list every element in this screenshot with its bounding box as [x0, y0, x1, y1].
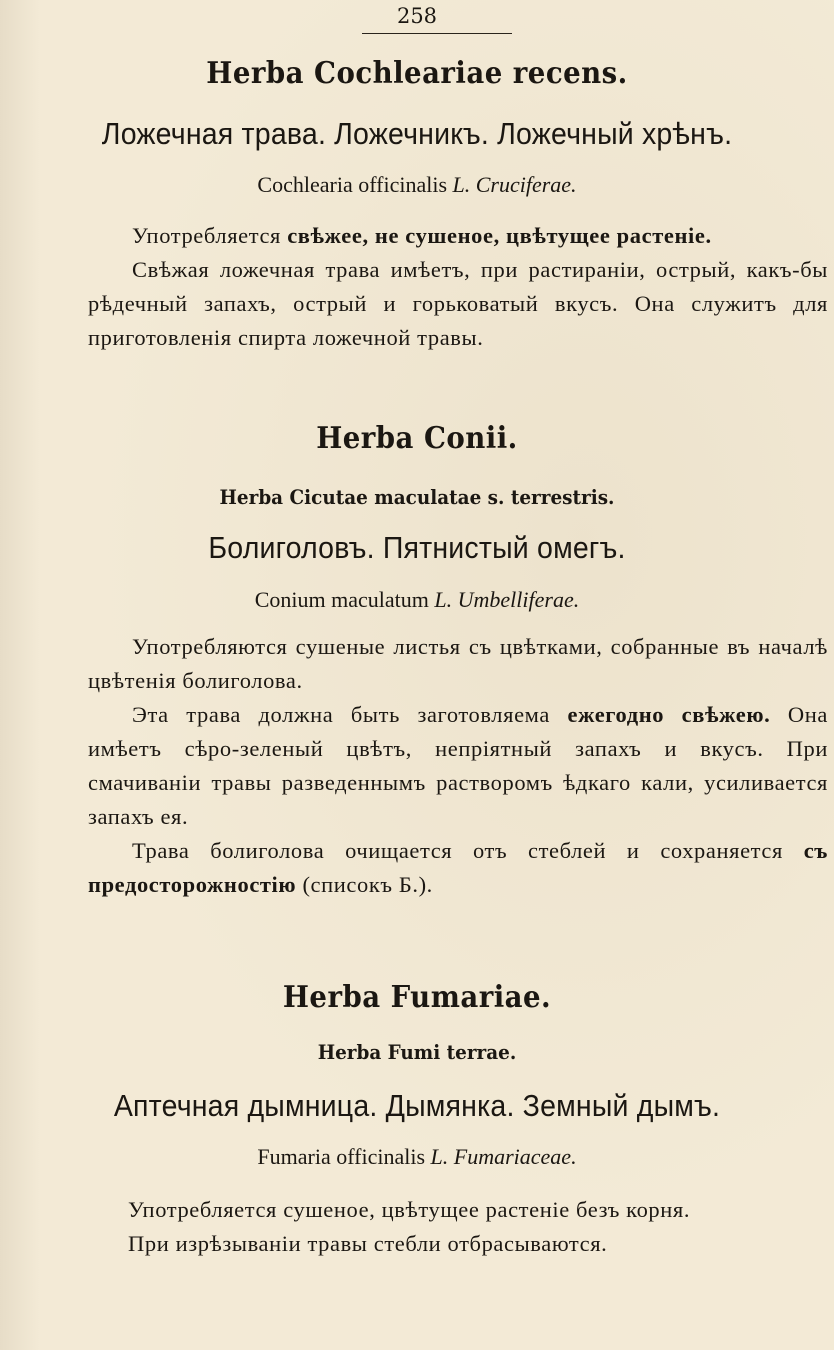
entry-conium-names [0, 530, 834, 566]
entry-fumaria-botanical [0, 1144, 834, 1170]
entry-synonym: Herba Cicutae maculatae s. terrestris. [219, 485, 615, 509]
botanical-authority-family: L. Fumariaceae. [430, 1144, 577, 1169]
entry-botanical-name [0, 587, 834, 613]
entry-cochlearia [0, 56, 834, 91]
paragraph-text: Употребляются сушеные листья съ цвѣтками, собранные въ началѣ цвѣтенія болиголова. [88, 634, 828, 693]
entry-conium-botanical [0, 587, 834, 613]
entry-conium [0, 421, 834, 456]
entry-cochlearia-names [0, 116, 834, 152]
paragraph [84, 1193, 828, 1227]
paragraph [88, 219, 828, 253]
entry-latin-title: Herba Conii. [316, 421, 518, 456]
entry-fumaria-text [84, 1193, 828, 1261]
entry-russian-names: Аптечная дымница. Дымянка. Земный дымъ. [113, 1088, 721, 1123]
paragraph [84, 1227, 828, 1261]
entry-botanical-name [0, 1144, 834, 1170]
paragraph-text: Трава болиголова очищается отъ стеблей и сохраняется [132, 838, 804, 863]
entry-fumaria-names [0, 1088, 834, 1124]
botanical-authority-family: L. Umbelliferae. [434, 587, 580, 612]
entry-fumaria-synonym [0, 1040, 834, 1064]
paragraph-text: Она имѣетъ сѣро-зеленый цвѣтъ, непріятный запахъ и вкусъ. При смачиваніи травы разведеннымъ растворомъ ѣдкаго кали, усиливается запахъ ея. [88, 702, 828, 829]
paragraph-bold-text: ежегодно свѣжею. [567, 702, 771, 727]
entry-russian-names: Ложечная трава. Ложечникъ. Ложечный хрѣнъ. [101, 116, 733, 151]
botanical-authority-family: L. Cruciferae. [452, 172, 577, 197]
botanical-genus-species: Fumaria officinalis [257, 1144, 426, 1169]
paragraph-text: При изрѣзываніи травы стебли отбрасываются. [128, 1231, 608, 1256]
paragraph [88, 698, 828, 834]
paragraph-bold-text: съ предосторожностію [88, 838, 828, 897]
entry-cochlearia-botanical [0, 172, 834, 198]
paragraph-bold-text: свѣжее, не сушеное, цвѣтущее растеніе. [287, 223, 712, 248]
entry-russian-names: Болиголовъ. Пятнистый омегъ. [208, 530, 626, 565]
entry-latin-title: Herba Cochleariae recens. [206, 56, 628, 91]
paragraph-text: Употребляется [132, 223, 288, 248]
entry-cochlearia-text [88, 219, 828, 355]
entry-conium-synonym [0, 485, 834, 509]
paragraph [88, 834, 828, 902]
paragraph-text: Эта трава должна быть заготовляема [132, 702, 568, 727]
paragraph [88, 630, 828, 698]
paragraph-text: (списокъ Б.). [296, 872, 433, 897]
botanical-genus-species: Cochlearia officinalis [257, 172, 447, 197]
page-number: 258 [396, 4, 438, 28]
header-rule [362, 33, 512, 34]
entry-botanical-name [0, 172, 834, 198]
botanical-genus-species: Conium maculatum [254, 587, 429, 612]
entry-fumaria [0, 980, 834, 1015]
paragraph-text: Употребляется сушеное, цвѣтущее растеніе безъ корня. [128, 1197, 691, 1222]
entry-conium-text [88, 630, 828, 902]
paragraph-text: Свѣжая ложечная трава имѣетъ, при растираніи, острый, какъ-бы рѣдечный запахъ, острый и горьковатый вкусъ. Она служитъ для приготовленія спирта ложечной травы. [88, 257, 828, 350]
entry-synonym: Herba Fumi terrae. [317, 1040, 517, 1064]
entry-latin-title: Herba Fumariae. [282, 980, 552, 1015]
paragraph [88, 253, 828, 355]
